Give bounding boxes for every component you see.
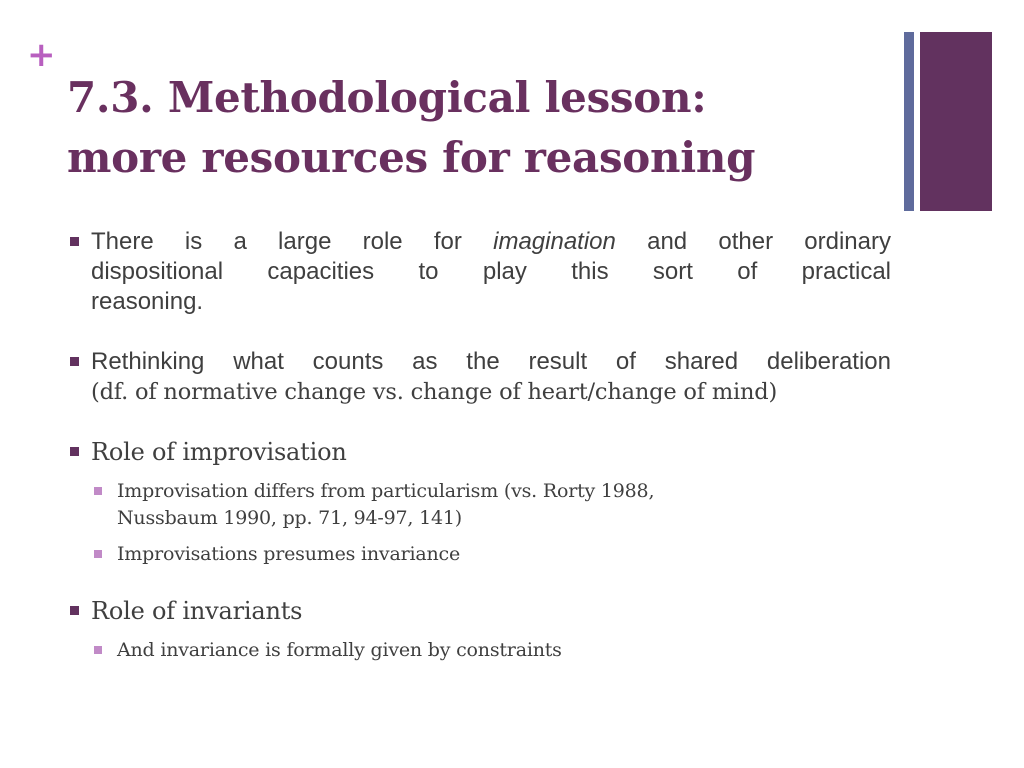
bullet-line-post: and other ordinary	[615, 228, 891, 255]
sub-bullet-text	[117, 478, 794, 532]
bullet-line	[91, 227, 891, 257]
sub-bullet-line: Improvisation differs from particularism (vs. Rorty 1988,	[117, 480, 655, 502]
bullet-line-emphasis: imagination	[493, 228, 616, 255]
sub-bullet-line: Improvisations presumes invariance	[117, 543, 460, 565]
slide-title	[67, 68, 887, 188]
bullet-line: dispositional capacities to play this sort of practical	[91, 258, 891, 285]
bullet-line: (df. of normative change vs. change of heart/change of mind)	[91, 379, 778, 405]
sub-bullet-text	[117, 637, 794, 664]
square-bullet-icon	[70, 606, 79, 615]
bullet-line: reasoning.	[91, 288, 204, 315]
decorative-thick-bar	[920, 32, 992, 211]
sub-bullet-icon	[94, 646, 102, 654]
square-bullet-icon	[70, 237, 79, 246]
bullet-text: Role of invariants	[91, 597, 303, 625]
decorative-thin-bar	[904, 32, 914, 211]
sub-bullet-icon	[94, 550, 102, 558]
sub-bullet-item	[94, 541, 794, 568]
bullet-line-pre: There is a large role for	[91, 228, 494, 255]
bullet-item-rethinking	[67, 347, 891, 407]
slide-title-line-2: more resources for reasoning	[67, 133, 756, 182]
square-bullet-icon	[70, 357, 79, 366]
bullet-item-imagination	[67, 227, 891, 317]
square-bullet-icon	[70, 447, 79, 456]
sub-bullet-item	[94, 478, 794, 532]
sub-bullet-line: And invariance is formally given by constraints	[117, 639, 562, 661]
bullet-text	[91, 347, 891, 407]
bullet-text: Role of improvisation	[91, 438, 347, 466]
sub-bullet-icon	[94, 487, 102, 495]
sub-bullet-item	[94, 637, 794, 664]
plus-icon: +	[27, 35, 56, 75]
bullet-text	[91, 227, 891, 317]
bullet-item-improvisation	[67, 437, 891, 467]
slide-title-line-1: 7.3. Methodological lesson:	[67, 73, 707, 122]
bullet-item-invariants	[67, 596, 891, 626]
sub-bullet-text	[117, 541, 794, 568]
bullet-line: Rethinking what counts as the result of shared deliberation	[91, 348, 891, 375]
sub-bullet-line: Nussbaum 1990, pp. 71, 94-97, 141)	[117, 507, 462, 529]
